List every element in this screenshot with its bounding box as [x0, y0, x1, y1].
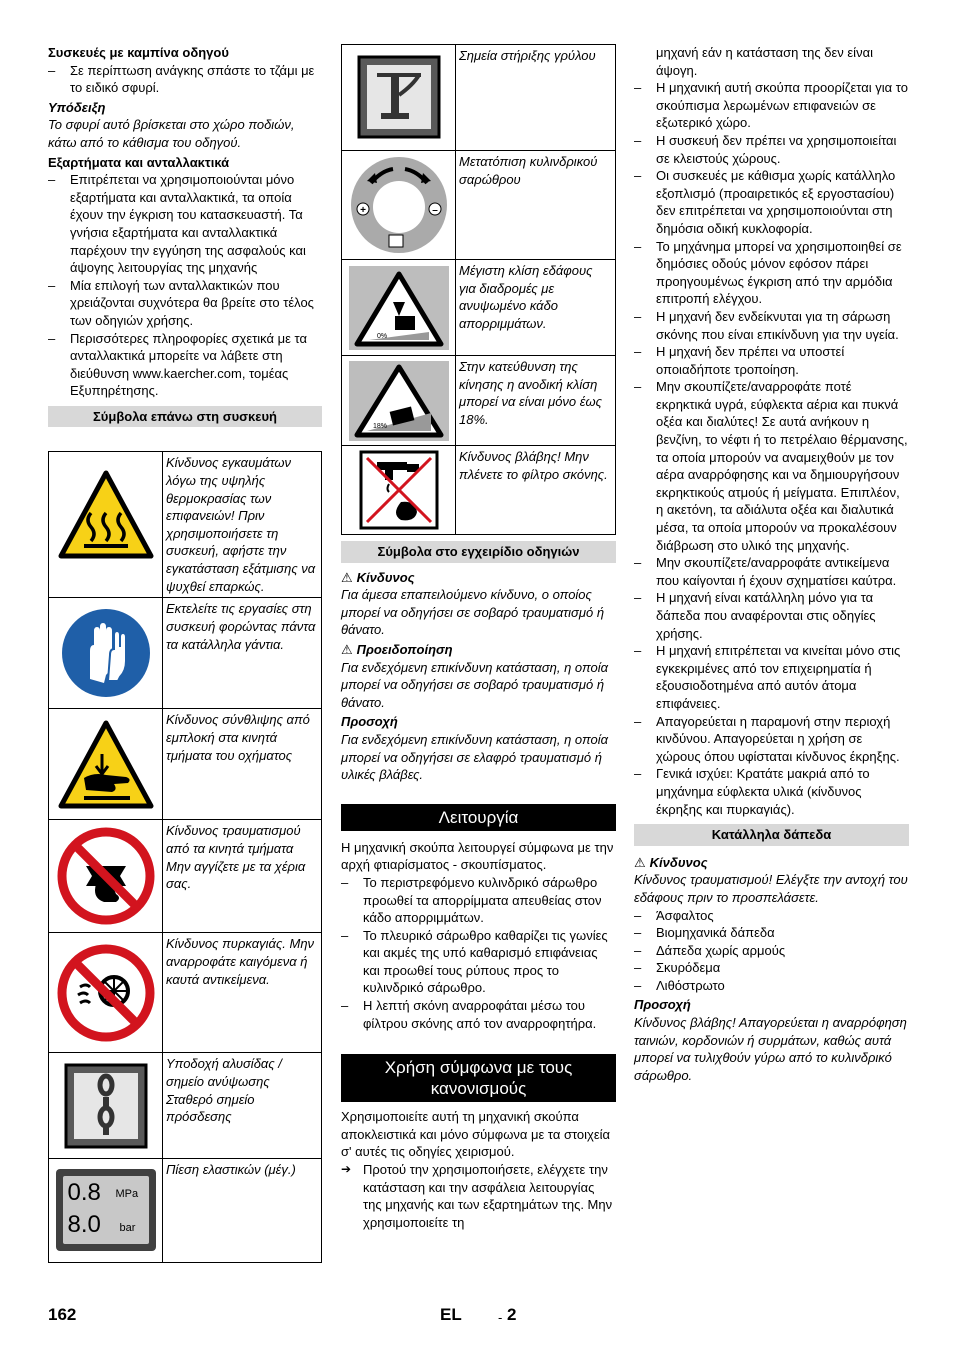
warning-triangle-icon: ⚠: [341, 641, 353, 657]
symbols-table-continued: [341, 44, 616, 535]
symbol-cell: [49, 452, 163, 598]
tire-mpa-unit: MPa: [115, 1188, 139, 1201]
slope-18-percent: 18%: [372, 423, 387, 430]
list-item: – Το πλευρικό σάρωθρο καθαρίζει τις γωνίες και ακμές της υπό καθαρισμό επιφάνειας και προωθεί τους ρύπους προς το κυλινδρικό σάρωθρο.: [341, 927, 616, 997]
max-slope-raised-bin-icon: [349, 266, 449, 350]
table-row: [49, 820, 322, 933]
heading-operation: Λειτουργία: [341, 804, 616, 831]
symbol-cell: [49, 820, 163, 933]
symbols-table: [48, 451, 322, 1263]
list-item: – Επιτρέπεται να χρησιμοποιούνται μόνο εξαρτήματα και ανταλλακτικά, τα οποία έχουν την έγκριση του κατασκευαστή. Τα γνήσια εξαρτήματα και ανταλλακτικά παρέχουν την εγγύηση της ασφαλούς και άψογης λειτουργίας της μηχανής: [48, 171, 322, 277]
table-row: [342, 356, 616, 446]
danger-title-text: Κίνδυνος: [356, 569, 415, 585]
symbol-description: Κίνδυνος εγκαυμάτων λόγω της υψηλής θερμοκρασίας των επιφανειών! Πριν χρησιμοποιήσετε τη συσκευή, αφήστε την εγκατάσταση εξάτμισης να ψυχθεί επαρκώς.: [163, 452, 322, 598]
caution-text: Κίνδυνος βλάβης! Απαγορεύεται η αναρρόφηση ταινιών, κορδονιών ή συρμάτων, καθώς αυτά μπορεί να τυλιχθούν γύρω από το κυλινδρικό σάρωθρο.: [634, 1015, 907, 1083]
max-slope-18-percent-icon: [349, 361, 449, 441]
symbol-cell: [49, 598, 163, 709]
symbol-cell: [342, 151, 456, 260]
list-item: – Το περιστρεφόμενο κυλινδρικό σάρωθρο προωθεί τα απορρίμματα απευθείας στον κάδο απορριμμάτων.: [341, 874, 616, 927]
roller-brush-adjust-icon: [349, 155, 449, 255]
heading-symbols-device: Σύμβολα επάνω στη συσκευή: [48, 406, 322, 428]
symbol-cell: [49, 1159, 163, 1263]
list-item: – Άσφαλτος: [634, 907, 909, 925]
caution-title: Προσοχή: [634, 997, 691, 1013]
list-item: – Η μηχανή δεν ενδείκνυται για τη σάρωση σκόνης που είναι επικίνδυνη για την υγεία.: [634, 308, 909, 343]
jack-point-icon: [357, 55, 441, 139]
op-intro: Η μηχανική σκούπα λειτουργεί σύμφωνα με την αρχή φτιαρίσματος - σκουπίσματος.: [341, 839, 614, 873]
list-item: – Απαγορεύεται η παραμονή στην περιοχή κινδύνου. Απαγορεύεται η χρήση σε χώρους όπου υφίσταται κίνδυνος έκρηξης.: [634, 713, 909, 766]
list-item: – Μην σκουπίζετε/αναρροφάτε αντικείμενα που καίγονται ή έχουν σχηματίσει καύτρα.: [634, 554, 909, 589]
slope-0-percent: 0%: [376, 333, 387, 340]
tire-bar-unit: bar: [119, 1222, 136, 1235]
language-code: EL: [440, 1305, 462, 1324]
symbol-description: Κίνδυνος βλάβης! Μην πλένετε το φίλτρο σκόνης.: [456, 446, 616, 535]
hint-title: Υπόδειξη: [48, 99, 106, 115]
tire-pressure-icon: [56, 1169, 156, 1251]
page-number: 162: [48, 1305, 77, 1324]
danger-text: Για άμεσα επαπειλούμενο κίνδυνο, ο οποίος μπορεί να οδηγήσει σε σοβαρό τραυματισμό ή θάνατο.: [341, 587, 605, 638]
table-row: [49, 598, 322, 709]
list-item: – Λιθόστρωτο: [634, 977, 909, 995]
symbol-description: Κίνδυνος σύνθλιψης από εμπλοκή στα κινητά τμήματα του οχήματος: [163, 709, 322, 820]
no-hot-objects-icon: [56, 943, 156, 1043]
symbol-description: Εκτελείτε τις εργασίες στη συσκευή φορώντας πάντα τα κατάλληλα γάντια.: [163, 598, 322, 709]
table-row: [49, 1053, 322, 1159]
column-3: [634, 44, 909, 1084]
list-item: – Το μηχάνημα μπορεί να χρησιμοποιηθεί σε δημόσιες οδούς μόνον εφόσον πάρει προηγουμένως έγκριση από την αρμόδια επιτροπή ελέγχου.: [634, 238, 909, 308]
list-item: – Η μηχανή είναι κατάλληλη μόνο για τα δάπεδα που αναφέρονται στις οδηγίες χρήσης.: [634, 589, 909, 642]
warning-triangle-icon: ⚠: [341, 569, 353, 585]
warning-title-text: Προειδοποίηση: [356, 641, 453, 657]
column-2: [341, 44, 616, 1231]
table-row: [49, 452, 322, 598]
caution-text: Για ενδεχόμενη επικίνδυνη κατάσταση, η οποία μπορεί να οδηγήσει σε ελαφρό τραυματισμό ή υλικές βλάβες.: [341, 731, 609, 783]
heading-manual-symbols: Σύμβολα στο εγχειρίδιο οδηγιών: [341, 541, 616, 563]
danger-title: [634, 854, 909, 872]
list-item: – Η μηχανή δεν πρέπει να υποστεί οποιαδήποτε τροποίηση.: [634, 343, 909, 378]
list-item: – Η μηχανή επιτρέπεται να κινείται μόνο στις εγκεκριμένες από τον επιχειρηματία ή εξουσιοδοτημένα από αυτόν άτομα επιφάνειες.: [634, 642, 909, 712]
symbol-cell: [342, 446, 456, 535]
symbol-description: Πίεση ελαστικών (μέγ.): [163, 1159, 322, 1263]
danger-text: Κίνδυνος τραυματισμού! Ελέγξτε την αντοχή του εδάφους πριν το προσπελάσετε.: [634, 872, 908, 905]
list-item: – Μην σκουπίζετε/αναρροφάτε ποτέ εκρηκτικά υγρά, εύφλεκτα αέρια και πυκνά οξέα και διαλύτες! Σε αυτά ανήκουν η βενζίνη, το νέφτι ή το πετρέλαιο θέρμανσης, τα οποία μπορούν να αναμειχθούν με τον αέρα αναρρόφησης και να δημιουργήσουν εκρηκτικούς ατμούς ή μείγματα. Επιπλέον, η ακετόνη, τα αδιάλυτα οξέα και διαλυτικά μέσα, τα οποία μπορούν να προκαλέσουν διάβρωση στο υλικό της μηχανής.: [634, 378, 909, 554]
symbol-description: Σημεία στήριξης γρύλου: [456, 45, 616, 151]
symbol-cell: [342, 45, 456, 151]
table-row: [49, 709, 322, 820]
hint-text: Το σφυρί αυτό βρίσκεται στο χώρο ποδιών, κάτω από το κάθισμα του οδηγού.: [48, 117, 295, 150]
symbol-cell: [49, 709, 163, 820]
symbol-description: Υποδοχή αλυσίδας / σημείο ανύψωσης Σταθερό σημείο πρόσδεσης: [163, 1053, 322, 1159]
symbol-cell: [49, 933, 163, 1053]
table-row: [49, 1159, 322, 1263]
list-item: – Μία επιλογή των ανταλλακτικών που χρειάζονται συχνότερα θα βρείτε στο τέλος των οδηγιών χρήσης.: [48, 277, 322, 330]
danger-title: [341, 569, 616, 587]
use-arrow-item: ➔ Προτού την χρησιμοποιήσετε, ελέγχετε την κατάσταση και την ασφάλεια λειτουργίας της μηχανής και των εξαρτημάτων της. Μην χρησιμοποιείτε τη: [341, 1161, 616, 1231]
use-intro: Χρησιμοποιείτε αυτή τη μηχανική σκούπα αποκλειστικά και μόνο σύμφωνα με τα στοιχεία σ' αυτές τις οδηγίες χειρισμού.: [341, 1109, 611, 1160]
list-item: – Γενικά ισχύει: Κρατάτε μακριά από το μηχάνημα εύφλεκτα υλικά (κίνδυνος έκρηξης και πυρκαγιάς).: [634, 765, 909, 818]
table-row: [49, 933, 322, 1053]
svg-text:+: +: [359, 205, 366, 216]
list-item: – Σκυρόδεμα: [634, 959, 909, 977]
table-row: [342, 446, 616, 535]
symbol-description: Κίνδυνος πυρκαγιάς. Μην αναρροφάτε καιγόμενα ή καυτά αντικείμενα.: [163, 933, 322, 1053]
danger-title-text: Κίνδυνος: [649, 854, 708, 870]
table-row: [342, 260, 616, 356]
heading-intended-use: Χρήση σύμφωνα με τους κανονισμούς: [341, 1054, 616, 1102]
caution-title: Προσοχή: [341, 714, 398, 730]
warning-title: [341, 641, 616, 659]
symbol-cell: [342, 356, 456, 446]
table-row: [342, 45, 616, 151]
symbol-description: Μέγιστη κλίση εδάφους για διαδρομές με ανυψωμένο κάδο απορριμμάτων.: [456, 260, 616, 356]
column-1: [48, 44, 322, 1263]
list-item: – Η λεπτή σκόνη αναρροφάται μέσω του φίλτρου σκόνης από τον αναρροφητήρα.: [341, 997, 616, 1032]
list-item: – Οι συσκευές με κάθισμα χωρίς κατάλληλο εξοπλισμό (προαιρετικός εξ εργοστασίου) δεν επιτρέπεται να χρησιμοποιούνται στη δημόσια οδική κυκλοφορία.: [634, 167, 909, 237]
list-item: – Βιομηχανικά δάπεδα: [634, 924, 909, 942]
crushing-hazard-icon: [56, 718, 156, 813]
table-row: [342, 151, 616, 260]
continued-text: μηχανή εάν η κατάσταση της δεν είναι άψογη.: [656, 45, 873, 78]
list-item: – Η συσκευή δεν πρέπει να χρησιμοποιείται σε κλειστούς χώρους.: [634, 132, 909, 167]
heading-parts: Εξαρτήματα και ανταλλακτικά: [48, 154, 230, 170]
tire-mpa-value: 0.8: [67, 1179, 101, 1207]
symbol-cell: [342, 260, 456, 356]
list-item: – Δάπεδα χωρίς αρμούς: [634, 942, 909, 960]
symbol-description: Στην κατεύθυνση της κίνησης η ανοδική κλίση μπορεί να είναι μόνο έως 18%.: [456, 356, 616, 446]
section-number: 2: [507, 1305, 517, 1324]
tire-bar-value: 8.0: [67, 1211, 101, 1239]
symbol-description: Κίνδυνος τραυματισμού από τα κινητά τμήματα Μην αγγίζετε με τα χέρια σας.: [163, 820, 322, 933]
gloves-mandatory-icon: [60, 607, 152, 699]
symbol-description: Μετατόπιση κυλινδρικού σαρώθρου: [456, 151, 616, 260]
do-not-wash-filter-icon: [359, 450, 439, 530]
svg-text:–: –: [431, 205, 438, 216]
heading-cab: Συσκευές με καμπίνα οδηγού: [48, 45, 229, 60]
hot-surface-warning-icon: [56, 468, 156, 563]
heading-suitable-floors: Κατάλληλα δάπεδα: [634, 824, 909, 846]
warning-text: Για ενδεχόμενη επικίνδυνη κατάσταση, η οποία μπορεί να οδηγήσει σε σοβαρό τραυματισμό ή θάνατο.: [341, 659, 609, 710]
list-item: – Σε περίπτωση ανάγκης σπάστε το τζάμι με το ειδικό σφυρί.: [48, 62, 322, 97]
chain-anchor-point-icon: [64, 1063, 148, 1149]
list-item: – Η μηχανική αυτή σκούπα προορίζεται για το σκούπισμα λερωμένων επιφανειών σε εξωτερικό χώρο.: [634, 79, 909, 132]
footer-separator: -: [498, 1310, 503, 1325]
warning-triangle-icon: ⚠: [634, 854, 646, 870]
list-item: – Περισσότερες πληροφορίες σχετικά με τα ανταλλακτικά μπορείτε να λάβετε στη διεύθυνση www.kaercher.com, τομέας Εξυπηρέτησης.: [48, 330, 322, 400]
symbol-cell: [49, 1053, 163, 1159]
do-not-touch-icon: [56, 826, 156, 926]
